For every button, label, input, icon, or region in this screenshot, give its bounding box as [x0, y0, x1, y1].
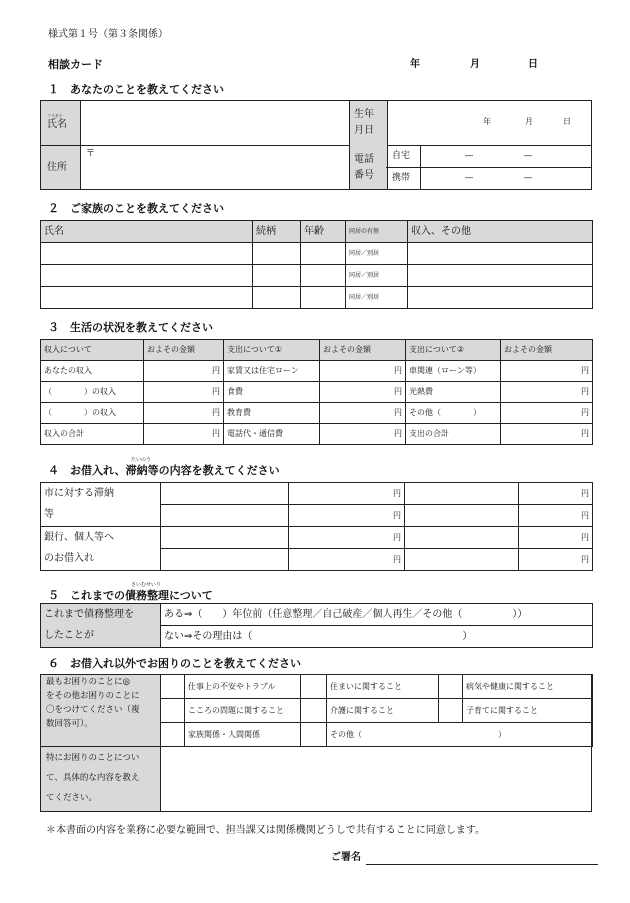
header-expense1-amount: およその金額: [320, 340, 406, 361]
table-row: [41, 527, 593, 549]
section-1-heading: １ あなたのことを教えてください: [48, 83, 224, 96]
section-1-box: [40, 100, 592, 190]
instruction-line2: をその他お困りのことに: [46, 691, 140, 701]
home-phone-label: 自宅: [392, 151, 411, 161]
arrears-label-line2: 等: [41, 505, 161, 527]
expense1-amount[interactable]: 円: [320, 403, 406, 424]
mobile-dash-2: ―: [524, 173, 532, 182]
cohabit-choice[interactable]: 同居／別居: [346, 265, 408, 287]
income-total-amount[interactable]: 円: [144, 424, 224, 445]
mark-box[interactable]: [301, 675, 327, 699]
income-amount[interactable]: 円: [144, 403, 224, 424]
ruby-tainou: たいのう: [131, 457, 152, 463]
income-label: （ ）の収入: [41, 403, 144, 424]
expense2-amount[interactable]: 円: [501, 403, 593, 424]
table-row: [41, 265, 593, 287]
family-header-name: 氏名: [41, 221, 253, 243]
header-income-amount: およその金額: [144, 340, 224, 361]
expense1-amount[interactable]: 円: [320, 424, 406, 445]
table-row: [41, 243, 593, 265]
section-5-heading: ５ これまでの債務整理について: [48, 589, 213, 602]
furigana-label: フリガナ: [47, 113, 63, 118]
section-2-heading: ２ ご家族のことを教えてください: [48, 202, 224, 215]
table-row: [41, 403, 593, 424]
loan-label-line2: のお借入れ: [41, 549, 161, 571]
mark-box[interactable]: [161, 699, 185, 723]
section-4-heading: ４ お借入れ、滞納等の内容を教えてください: [48, 464, 280, 477]
option-childcare: 子育てに関すること: [463, 699, 593, 723]
option-other: その他（ ）: [327, 723, 593, 747]
consent-text: ＊本書面の内容を業務に必要な範囲で、担当課又は関係機関どうしで共有することに同意します。: [46, 825, 485, 836]
date-year-label: 年: [410, 59, 420, 70]
expense1-label: 電話代・通信費: [224, 424, 320, 445]
family-income-cell[interactable]: [408, 243, 593, 265]
birth-label-line2: 月日: [354, 125, 374, 136]
expense2-label: 車関連（ローン等）: [406, 361, 501, 382]
debt-cell[interactable]: [161, 505, 289, 527]
expense1-label: 食費: [224, 382, 320, 403]
trouble-options: [160, 674, 593, 747]
family-relation-cell[interactable]: [253, 265, 301, 287]
loan-label-line1: 銀行、個人等へ: [41, 527, 161, 549]
mark-box[interactable]: [161, 723, 185, 747]
address-field[interactable]: [82, 147, 347, 188]
family-age-cell[interactable]: [301, 243, 346, 265]
income-label: あなたの収入: [41, 361, 144, 382]
expense1-amount[interactable]: 円: [320, 361, 406, 382]
page-title: 相談カード: [48, 58, 103, 71]
family-age-cell[interactable]: [301, 265, 346, 287]
income-amount[interactable]: 円: [144, 361, 224, 382]
debt-amount[interactable]: 円: [289, 483, 405, 505]
home-phone-field[interactable]: [422, 147, 590, 166]
settlement-yes-option[interactable]: ある⇒（ ）年位前（任意整理／自己破産／個人再生／その他（ ））: [161, 604, 593, 626]
table-row: [41, 382, 593, 403]
debt-cell[interactable]: [405, 549, 519, 571]
date-day-label: 日: [528, 59, 538, 70]
header-expense2: 支出について②: [406, 340, 501, 361]
name-label: 氏名: [47, 119, 67, 130]
family-header-age: 年齢: [301, 221, 346, 243]
ruby-saimuseiri: さいむせいり: [131, 582, 162, 588]
detail-label-line2: て、具体的な内容を教え: [46, 773, 140, 783]
family-name-cell[interactable]: [41, 243, 253, 265]
family-name-cell[interactable]: [41, 287, 253, 309]
table-row: [41, 424, 593, 445]
mark-box[interactable]: [301, 723, 327, 747]
cohabit-choice[interactable]: 同居／別居: [346, 243, 408, 265]
mobile-phone-label: 携帯: [392, 173, 411, 183]
family-name-cell[interactable]: [41, 265, 253, 287]
expense-total-label: 支出の合計: [406, 424, 501, 445]
debt-table: [40, 482, 593, 571]
option-mental: こころの問題に関すること: [185, 699, 301, 723]
mark-box[interactable]: [301, 699, 327, 723]
home-dash-2: ―: [524, 151, 532, 160]
family-header-income: 収入、その他: [408, 221, 593, 243]
debt-amount[interactable]: 円: [289, 527, 405, 549]
form-number: 様式第１号（第３条関係）: [48, 29, 168, 40]
detail-label-line3: てください。: [46, 793, 98, 803]
debt-amount[interactable]: 円: [519, 505, 593, 527]
table-row: [41, 483, 593, 505]
income-amount[interactable]: 円: [144, 382, 224, 403]
option-family: 家族関係・人間関係: [185, 723, 301, 747]
living-table: [40, 339, 593, 445]
family-relation-cell[interactable]: [253, 243, 301, 265]
mark-box[interactable]: [439, 699, 463, 723]
option-care: 介護に関すること: [327, 699, 439, 723]
debt-cell[interactable]: [405, 527, 519, 549]
option-housing: 住まいに関すること: [327, 675, 439, 699]
name-field[interactable]: [82, 102, 347, 144]
expense1-label: 教育費: [224, 403, 320, 424]
birth-day-label: 日: [563, 117, 571, 126]
detail-field[interactable]: [162, 748, 590, 810]
option-work: 仕事上の不安やトラブル: [185, 675, 301, 699]
birth-year-label: 年: [483, 117, 491, 126]
family-table: [40, 220, 593, 309]
family-income-cell[interactable]: [408, 265, 593, 287]
header-expense1: 支出について①: [224, 340, 320, 361]
debt-cell[interactable]: [161, 483, 289, 505]
birth-label-line1: 生年: [354, 109, 374, 120]
phone-label-line1: 電話: [354, 154, 374, 165]
section-6-heading: ６ お借入れ以外でお困りのことを教えてください: [48, 657, 301, 670]
mobile-dash-1: ―: [465, 173, 473, 182]
income-label: （ ）の収入: [41, 382, 144, 403]
debt-amount[interactable]: 円: [519, 527, 593, 549]
table-row: [41, 505, 593, 527]
family-header-relation: 続柄: [253, 221, 301, 243]
expense2-label: その他（ ）: [406, 403, 501, 424]
header-expense2-amount: およその金額: [501, 340, 593, 361]
settlement-no-option[interactable]: ない⇒その理由は（ ）: [161, 626, 593, 648]
instruction-line1: 最もお困りのことに◎: [46, 677, 130, 687]
table-row: [41, 549, 593, 571]
table-row: [41, 287, 593, 309]
income-total-label: 収入の合計: [41, 424, 144, 445]
debt-amount[interactable]: 円: [519, 483, 593, 505]
instruction-line4: 数回答可）。: [46, 719, 93, 729]
expense2-label: 光熱費: [406, 382, 501, 403]
address-label: 住所: [47, 162, 67, 173]
settlement-label-line2: したことが: [41, 626, 161, 648]
debt-cell[interactable]: [161, 549, 289, 571]
date-month-label: 月: [470, 59, 480, 70]
debt-cell[interactable]: [405, 505, 519, 527]
table-row: [41, 361, 593, 382]
expense1-amount[interactable]: 円: [320, 382, 406, 403]
family-header-cohabit: 同居の有無: [346, 221, 408, 243]
debt-cell[interactable]: [161, 527, 289, 549]
family-relation-cell[interactable]: [253, 287, 301, 309]
option-health: 病気や健康に関すること: [463, 675, 593, 699]
cohabit-choice[interactable]: 同居／別居: [346, 287, 408, 309]
postal-mark: 〒: [86, 149, 96, 159]
detail-label-line1: 特にお困りのことについ: [46, 753, 140, 763]
section-3-heading: ３ 生活の状況を教えてください: [48, 321, 213, 334]
arrears-label-line1: 市に対する滞納: [41, 483, 161, 505]
debt-amount[interactable]: 円: [289, 549, 405, 571]
mark-box[interactable]: [161, 675, 185, 699]
home-dash-1: ―: [465, 151, 473, 160]
mobile-phone-field[interactable]: [422, 169, 590, 188]
signature-label: ご署名: [331, 852, 361, 863]
signature-line[interactable]: [366, 864, 598, 865]
debt-amount[interactable]: 円: [519, 549, 593, 571]
expense1-label: 家賃又は住宅ローン: [224, 361, 320, 382]
family-income-cell[interactable]: [408, 287, 593, 309]
expense2-amount[interactable]: 円: [501, 361, 593, 382]
debt-cell[interactable]: [405, 483, 519, 505]
phone-label-line2: 番号: [354, 170, 374, 181]
birth-month-label: 月: [525, 117, 533, 126]
instruction-line3: 〇をつけてください（複: [46, 705, 140, 715]
mark-box[interactable]: [439, 675, 463, 699]
settlement-label-line1: これまで債務整理を: [41, 604, 161, 626]
header-income: 収入について: [41, 340, 144, 361]
settlement-table: [40, 603, 593, 648]
expense2-amount[interactable]: 円: [501, 382, 593, 403]
debt-amount[interactable]: 円: [289, 505, 405, 527]
family-age-cell[interactable]: [301, 287, 346, 309]
expense-total-amount[interactable]: 円: [501, 424, 593, 445]
